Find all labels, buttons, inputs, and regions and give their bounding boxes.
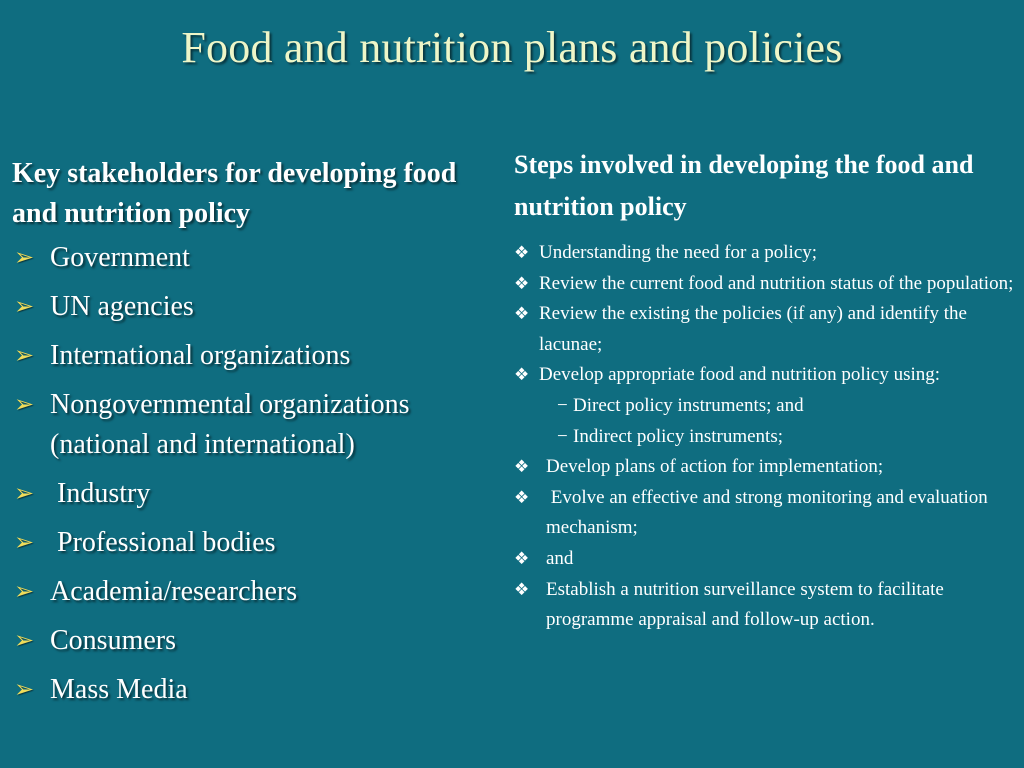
arrow-bullet-icon: ➢: [14, 677, 35, 703]
sub-step-item: [514, 422, 1014, 453]
stakeholder-label: Academia/researchers: [50, 576, 298, 607]
step-item: [514, 360, 1014, 391]
arrow-bullet-icon: ➢: [14, 481, 35, 507]
arrow-bullet-icon: ➢: [14, 294, 35, 320]
arrow-bullet-icon: ➢: [14, 530, 35, 556]
stakeholder-item: [12, 670, 492, 710]
diamond-bullet-icon: ❖: [514, 487, 530, 507]
stakeholder-label: Government: [50, 242, 190, 273]
step-label: and: [546, 547, 574, 569]
step-label: Establish a nutrition surveillance system to facilitate programme appraisal and follow-up action.: [546, 578, 944, 631]
step-label: Review the current food and nutrition status of the population;: [539, 272, 1014, 294]
stakeholder-label: Mass Media: [50, 674, 188, 705]
diamond-bullet-icon: ❖: [514, 304, 530, 324]
step-label: Develop plans of action for implementation;: [546, 456, 884, 478]
stakeholder-item: [12, 238, 492, 278]
stakeholder-item: [12, 336, 492, 376]
step-label: Understanding the need for a policy;: [539, 242, 818, 263]
step-item: [514, 483, 1014, 544]
sub-step-item: [514, 391, 1014, 422]
stakeholder-label: Industry: [50, 478, 151, 509]
stakeholder-item: [12, 385, 492, 465]
arrow-bullet-icon: ➢: [14, 628, 35, 654]
step-label: Review the existing the policies (if any) and identify the lacunae;: [539, 303, 967, 355]
diamond-bullet-icon: ❖: [514, 579, 530, 599]
step-label: Develop appropriate food and nutrition policy using:: [539, 364, 941, 386]
step-item: [514, 575, 1014, 636]
diamond-bullet-icon: ❖: [514, 243, 530, 262]
steps-section: [514, 144, 1014, 636]
arrow-bullet-icon: ➢: [14, 579, 35, 605]
step-item: [514, 269, 1014, 300]
diamond-bullet-icon: ❖: [514, 457, 530, 477]
dash-bullet-icon: −: [557, 394, 568, 416]
stakeholder-label: UN agencies: [50, 291, 194, 322]
sub-step-label: Indirect policy instruments;: [573, 425, 784, 447]
stakeholder-item: [12, 474, 492, 514]
stakeholders-list: [12, 238, 492, 710]
slide-title: Food and nutrition plans and policies: [181, 23, 843, 72]
stakeholders-section: [12, 154, 492, 719]
arrow-bullet-icon: ➢: [14, 245, 35, 271]
step-label: Evolve an effective and strong monitoring and evaluation mechanism;: [546, 486, 993, 539]
stakeholder-item: [12, 572, 492, 612]
stakeholder-label: International organizations: [50, 340, 351, 371]
step-item: [514, 238, 1014, 269]
step-item: [514, 452, 1014, 483]
stakeholder-item: [12, 287, 492, 327]
diamond-bullet-icon: ❖: [514, 548, 530, 568]
steps-heading: Steps involved in developing the food and nutrition policy: [514, 150, 974, 221]
stakeholder-label: Nongovernmental organizations (national and international): [50, 389, 410, 460]
stakeholder-item: [12, 621, 492, 661]
steps-list: [514, 238, 1014, 636]
arrow-bullet-icon: ➢: [14, 392, 35, 418]
step-item: [514, 299, 1014, 360]
stakeholder-label: Consumers: [50, 625, 176, 656]
stakeholder-item: [12, 523, 492, 563]
stakeholders-heading: Key stakeholders for developing food and nutrition policy: [12, 158, 457, 229]
sub-step-label: Direct policy instruments; and: [573, 394, 804, 416]
arrow-bullet-icon: ➢: [14, 343, 35, 369]
stakeholder-label: Professional bodies: [50, 527, 276, 558]
dash-bullet-icon: −: [557, 425, 568, 447]
diamond-bullet-icon: ❖: [514, 273, 530, 293]
diamond-bullet-icon: ❖: [514, 365, 530, 385]
step-item: [514, 544, 1014, 575]
